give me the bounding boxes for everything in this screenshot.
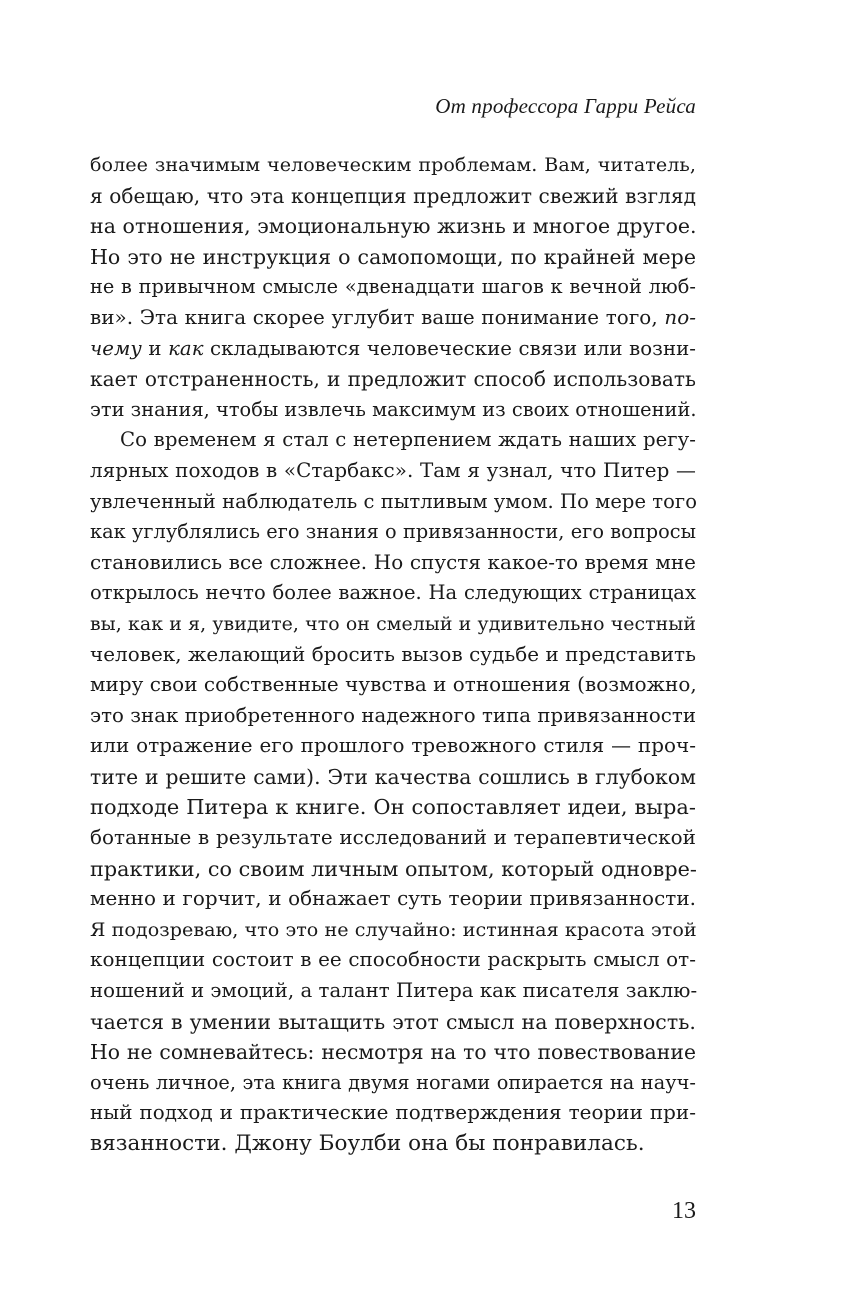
italic-segment: по- xyxy=(664,305,696,329)
text-line: как углублялись его знания о привязанности, его вопросы xyxy=(90,520,696,544)
text-line: не в привычном смысле «двенадцати шагов к вечной люб- xyxy=(90,275,696,299)
text-line xyxy=(90,303,696,334)
text-line: кает отстраненность, и предложит способ использовать xyxy=(90,367,696,392)
text-line: открылось нечто более важное. На следующих страницах xyxy=(90,581,696,605)
text-line: концепции состоит в ее способности раскрыть смысл от- xyxy=(90,948,696,972)
text-line: эти знания, чтобы извлечь максимум из своих отношений. xyxy=(90,397,697,421)
italic-segment: чему xyxy=(90,336,142,360)
text-line: Но не сомневайтесь: несмотря на то что повествование xyxy=(90,1040,696,1065)
text-segment: и xyxy=(141,336,169,360)
text-line: чается в умении вытащить этот смысл на поверхность. xyxy=(90,1009,696,1034)
text-line: человек, желающий бросить вызов судьбе и представить xyxy=(90,642,696,666)
text-line: менно и горчит, и обнажает суть теории привязанности. xyxy=(90,887,696,911)
italic-segment: как xyxy=(168,336,204,360)
text-line xyxy=(90,334,696,365)
text-line: практики, со своим личным опытом, который одновре- xyxy=(90,856,697,881)
text-line: становились все сложнее. Но спустя какое-то время мне xyxy=(90,550,696,574)
text-line: ботанные в результате исследований и терапевтической xyxy=(90,826,696,850)
text-line: или отражение его прошлого тревожного стиля — проч- xyxy=(90,734,696,758)
text-line: тите и решите сами). Эти качества сошлись в глубоком xyxy=(90,764,696,789)
text-line: миру свои собственные чувства и отношения (возможно, xyxy=(90,673,697,697)
text-line: ный подход и практические подтверждения теории при- xyxy=(90,1101,696,1125)
text-line: ношений и эмоций, а талант Питера как писателя заклю- xyxy=(90,979,698,1003)
text-line: Но это не инструкция о самопомощи, по крайней мере xyxy=(90,244,696,269)
text-line: на отношения, эмоциональную жизнь и многое другое. xyxy=(90,214,697,239)
text-line: очень личное, эта книга двумя ногами опирается на науч- xyxy=(90,1070,696,1094)
text-line: Я подозреваю, что это не случайно: истинная красота этой xyxy=(90,917,697,941)
running-head: От профессора Гарри Рейса xyxy=(435,94,696,118)
text-line: лярных походов в «Старбакс». Там я узнал, что Питер — xyxy=(90,458,696,482)
body-text xyxy=(90,150,696,1160)
text-segment: складываются человеческие связи или возни- xyxy=(203,336,696,360)
text-line: Со временем я стал с нетерпением ждать наших регу- xyxy=(120,428,696,452)
text-line: я обещаю, что эта концепция предложит свежий взгляд xyxy=(90,183,696,208)
page-number: 13 xyxy=(672,1198,696,1224)
text-line: подходе Питера к книге. Он сопоставляет идеи, выра- xyxy=(90,795,696,820)
text-segment: ви». Эта книга скорее углубит ваше понимание того, xyxy=(90,305,665,329)
text-line: вязанности. Джону Боулби она бы понравилась. xyxy=(90,1131,645,1156)
text-line: более значимым человеческим проблемам. Вам, читатель, xyxy=(90,153,696,176)
text-line: вы, как и я, увидите, что он смелый и удивительно честный xyxy=(90,612,696,635)
text-line: это знак приобретенного надежного типа привязанности xyxy=(90,703,696,727)
text-line: увлеченный наблюдатель с пытливым умом. По мере того xyxy=(90,489,697,513)
